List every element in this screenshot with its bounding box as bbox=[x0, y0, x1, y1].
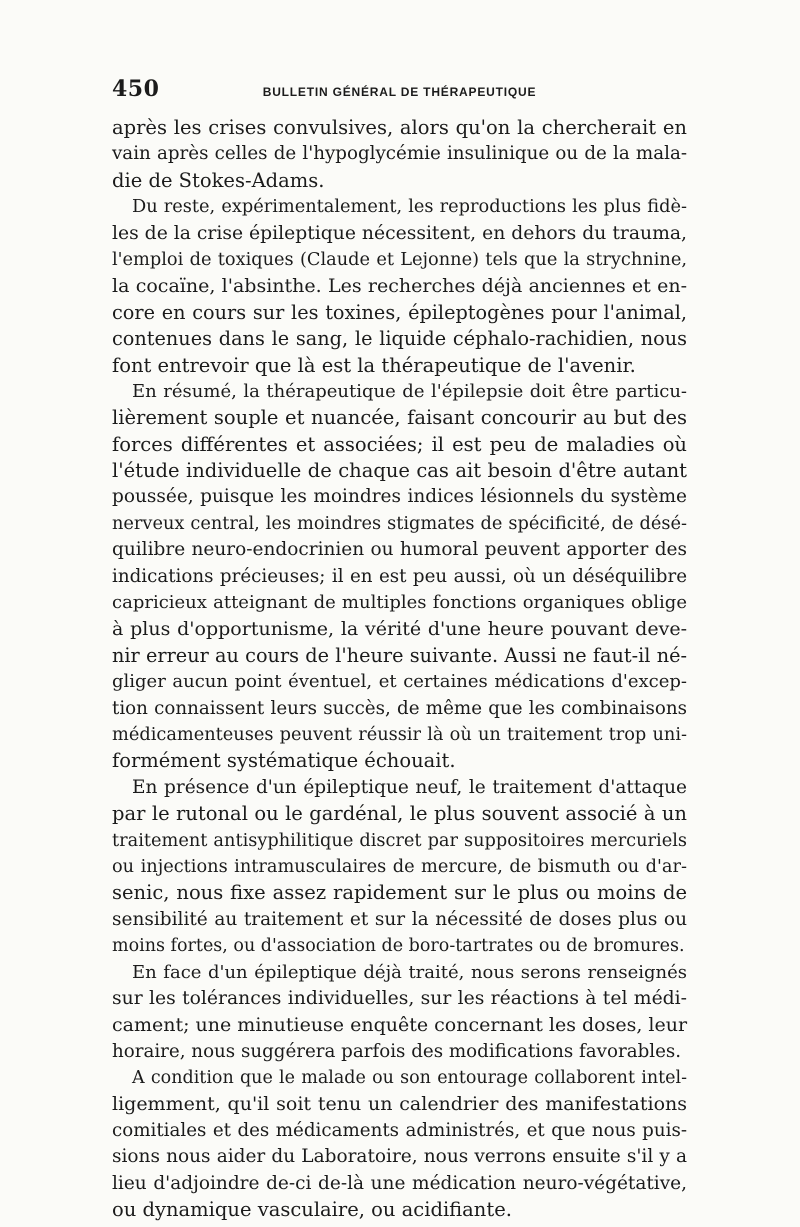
text-line: lièrement souple et nuancée, faisant concourir au but des bbox=[112, 406, 687, 430]
text-line: quilibre neuro-endocrinien ou humoral peuvent apporter des bbox=[112, 539, 687, 561]
text-line: A condition que le malade ou son entourage collaborent intel- bbox=[132, 1068, 687, 1089]
text-line: vain après celles de l'hypoglycémie insulinique ou de la mala- bbox=[112, 143, 687, 165]
text-line: Du reste, expérimentalement, les reproductions les plus fidè- bbox=[132, 197, 687, 218]
text-line: core en cours sur les toxines, épileptogènes pour l'animal, bbox=[112, 300, 687, 324]
text-line: contenues dans le sang, le liquide céphalo-rachidien, nous bbox=[112, 327, 687, 351]
text-line: ou injections intramusculaires de mercure, de bismuth ou d'ar- bbox=[112, 856, 687, 877]
text-line: formément systématique échouait. bbox=[112, 749, 456, 773]
text-line: En face d'un épileptique déjà traité, nous serons renseignés bbox=[132, 961, 687, 983]
text-line: à plus d'opportunisme, la vérité d'une heure pouvant deve- bbox=[112, 618, 687, 641]
text-line: traitement antisyphilitique discret par suppositoires mercuriels bbox=[112, 830, 687, 851]
text-line: font entrevoir que là est la thérapeutique de l'avenir. bbox=[112, 353, 636, 377]
text-line: comitiales et des médicaments administrés, et que nous puis- bbox=[112, 1119, 687, 1141]
text-line: médicamenteuses peuvent réussir là où un traitement trop uni- bbox=[112, 724, 687, 745]
body-text bbox=[112, 115, 687, 1223]
text-line: lieu d'adjoindre de-ci de-là une médication neuro-végétative, bbox=[112, 1172, 687, 1194]
text-line: tion connaissent leurs succès, de même que les combinaisons bbox=[112, 697, 687, 719]
text-line: indications précieuses; il en est peu aussi, où un déséquilibre bbox=[112, 565, 687, 587]
text-line: sur les tolérances individuelles, sur les réactions à tel médi- bbox=[112, 987, 687, 1009]
text-line: poussée, puisque les moindres indices lésionnels du système bbox=[112, 486, 687, 508]
text-line: sensibilité au traitement et sur la nécessité de doses plus ou bbox=[112, 908, 687, 930]
page-number: 450 bbox=[112, 76, 160, 102]
paragraph bbox=[112, 960, 687, 1066]
text-line: ou dynamique vasculaire, ou acidifiante. bbox=[112, 1198, 512, 1222]
text-line: moins fortes, ou d'association de boro-tartrates ou de bromures. bbox=[112, 936, 685, 957]
text-line: En présence d'un épileptique neuf, le traitement d'attaque bbox=[132, 776, 687, 798]
text-line: après les crises convulsives, alors qu'on la chercherait en bbox=[112, 116, 687, 139]
text-line: sions nous aider du Laboratoire, nous verrons ensuite s'il y a bbox=[112, 1146, 687, 1168]
text-line: nir erreur au cours de l'heure suivante. Aussi ne faut-il né- bbox=[112, 643, 687, 667]
paragraph bbox=[112, 775, 687, 960]
text-line: ligemment, qu'il soit tenu un calendrier des manifestations bbox=[112, 1093, 687, 1116]
paragraph bbox=[112, 379, 687, 775]
text-line: forces différentes et associées; il est peu de maladies où bbox=[112, 432, 687, 456]
paragraph bbox=[112, 194, 687, 379]
text-line: les de la crise épileptique nécessitent, en dehors du trauma, bbox=[112, 222, 687, 244]
text-line: senic, nous fixe assez rapidement sur le plus ou moins de bbox=[112, 881, 687, 905]
text-line: l'étude individuelle de chaque cas ait besoin d'être autant bbox=[112, 459, 687, 483]
running-title: BULLETIN GÉNÉRAL DE THÉRAPEUTIQUE bbox=[262, 85, 537, 99]
text-line: die de Stokes-Adams. bbox=[112, 168, 325, 192]
text-line: En résumé, la thérapeutique de l'épilepsie doit être particu- bbox=[132, 380, 687, 402]
text-line: capricieux atteignant de multiples fonctions organiques oblige bbox=[112, 592, 687, 614]
page-header bbox=[112, 76, 687, 106]
paragraph bbox=[112, 1065, 687, 1223]
text-line: cament; une minutieuse enquête concernant les doses, leur bbox=[112, 1014, 688, 1037]
text-line: l'emploi de toxiques (Claude et Lejonne) tels que la strychnine, bbox=[112, 249, 687, 270]
text-line: gliger aucun point éventuel, et certaines médications d'excep- bbox=[112, 671, 687, 693]
text-line: la cocaïne, l'absinthe. Les recherches déjà anciennes et en- bbox=[112, 275, 687, 298]
text-line: par le rutonal ou le gardénal, le plus souvent associé à un bbox=[112, 802, 687, 826]
paragraph bbox=[112, 115, 687, 194]
text-line: horaire, nous suggérera parfois des modifications favorables. bbox=[112, 1040, 682, 1062]
text-line: nerveux central, les moindres stigmates de spécificité, de désé- bbox=[112, 513, 687, 534]
